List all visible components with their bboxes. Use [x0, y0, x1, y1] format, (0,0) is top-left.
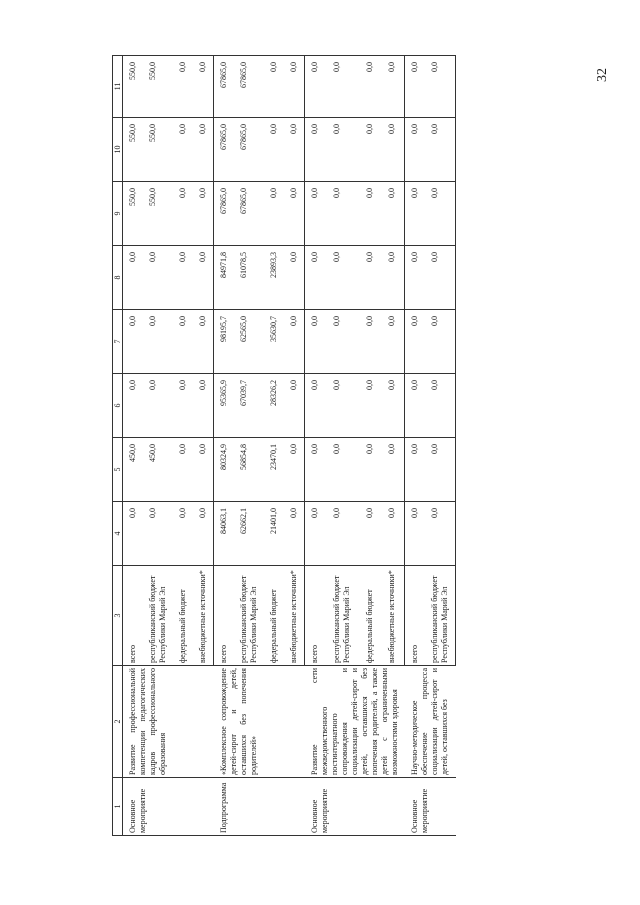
funding-source-cell: республиканский бюджет Республики Марий Эл — [143, 566, 173, 666]
amount-cell: 0,0 — [123, 310, 144, 374]
funding-source-cell: всего — [214, 566, 235, 666]
amount-cell: 0,0 — [360, 438, 382, 502]
amount-cell: 0,0 — [173, 374, 193, 438]
amount-cell: 0,0 — [360, 118, 382, 182]
amount-cell: 0,0 — [284, 182, 305, 246]
page-number: 32 — [595, 68, 610, 82]
amount-cell: 0,0 — [327, 182, 360, 246]
amount-cell: 0,0 — [405, 182, 426, 246]
amount-cell: 67865,0 — [234, 182, 264, 246]
activity-name-cell: Развитие профессиональной компетенции педагогических кадров профессионального образования — [123, 666, 214, 778]
amount-cell: 61078,5 — [234, 246, 264, 310]
amount-cell: 450,0 — [123, 438, 144, 502]
amount-cell: 0,0 — [284, 502, 305, 566]
amount-cell: 84063,1 — [214, 502, 235, 566]
funding-source-cell: республиканский бюджет Республики Марий Эл — [425, 566, 456, 666]
funding-source-cell: федеральный бюджет — [264, 566, 284, 666]
amount-cell: 84971,8 — [214, 246, 235, 310]
amount-cell: 0,0 — [405, 438, 426, 502]
col-header: 3 — [113, 566, 123, 666]
table-row — [214, 56, 235, 836]
funding-source-cell: республиканский бюджет Республики Марий Эл — [327, 566, 360, 666]
amount-cell: 67865,0 — [214, 182, 235, 246]
funding-source-cell: внебюджетные источники* — [193, 566, 214, 666]
funding-source-cell: всего — [123, 566, 144, 666]
amount-cell: 0,0 — [143, 374, 173, 438]
amount-cell: 0,0 — [193, 56, 214, 118]
amount-cell: 0,0 — [425, 56, 456, 118]
funding-source-cell: внебюджетные источники* — [382, 566, 405, 666]
activity-name-cell: Научно-методическое обеспечение процесса социализации детей-сирот и детей, оставшихся без — [405, 666, 456, 778]
funding-source-cell: всего — [405, 566, 426, 666]
col-header: 5 — [113, 438, 123, 502]
activity-type-cell: Подпрограмма — [214, 778, 305, 836]
amount-cell: 0,0 — [193, 374, 214, 438]
col-header: 7 — [113, 310, 123, 374]
amount-cell: 0,0 — [360, 246, 382, 310]
amount-cell: 67865,0 — [214, 118, 235, 182]
funding-source-cell: республиканский бюджет Республики Марий Эл — [234, 566, 264, 666]
amount-cell: 0,0 — [123, 374, 144, 438]
amount-cell: 0,0 — [193, 438, 214, 502]
amount-cell: 0,0 — [193, 310, 214, 374]
amount-cell: 0,0 — [327, 502, 360, 566]
col-header: 2 — [113, 666, 123, 778]
amount-cell: 0,0 — [193, 502, 214, 566]
amount-cell: 0,0 — [382, 438, 405, 502]
amount-cell: 0,0 — [173, 56, 193, 118]
amount-cell: 0,0 — [173, 182, 193, 246]
amount-cell: 23470,1 — [264, 438, 284, 502]
col-header: 1 — [113, 778, 123, 836]
amount-cell: 0,0 — [405, 118, 426, 182]
amount-cell: 0,0 — [382, 56, 405, 118]
activity-type-cell: Основное мероприятие — [305, 778, 405, 836]
amount-cell: 0,0 — [284, 246, 305, 310]
amount-cell: 0,0 — [360, 182, 382, 246]
col-header: 11 — [113, 56, 123, 118]
amount-cell: 0,0 — [425, 310, 456, 374]
amount-cell: 0,0 — [143, 246, 173, 310]
amount-cell: 0,0 — [327, 118, 360, 182]
amount-cell: 0,0 — [405, 56, 426, 118]
table-row — [405, 56, 426, 836]
col-header: 8 — [113, 246, 123, 310]
amount-cell: 35630,7 — [264, 310, 284, 374]
amount-cell: 0,0 — [425, 438, 456, 502]
amount-cell: 0,0 — [360, 310, 382, 374]
amount-cell: 0,0 — [305, 438, 328, 502]
col-header: 4 — [113, 502, 123, 566]
amount-cell: 550,0 — [143, 56, 173, 118]
amount-cell: 0,0 — [382, 118, 405, 182]
amount-cell: 0,0 — [284, 438, 305, 502]
budget-table — [112, 55, 456, 836]
amount-cell: 0,0 — [305, 182, 328, 246]
amount-cell: 0,0 — [405, 374, 426, 438]
amount-cell: 67039,7 — [234, 374, 264, 438]
amount-cell: 0,0 — [173, 502, 193, 566]
col-header: 6 — [113, 374, 123, 438]
amount-cell: 0,0 — [305, 246, 328, 310]
amount-cell: 28326,2 — [264, 374, 284, 438]
amount-cell: 0,0 — [382, 246, 405, 310]
amount-cell: 0,0 — [143, 310, 173, 374]
amount-cell: 0,0 — [327, 374, 360, 438]
amount-cell: 0,0 — [327, 56, 360, 118]
amount-cell: 0,0 — [425, 374, 456, 438]
amount-cell: 0,0 — [264, 56, 284, 118]
amount-cell: 0,0 — [382, 310, 405, 374]
amount-cell: 62565,0 — [234, 310, 264, 374]
amount-cell: 0,0 — [425, 502, 456, 566]
amount-cell: 0,0 — [425, 118, 456, 182]
amount-cell: 550,0 — [123, 56, 144, 118]
amount-cell: 0,0 — [425, 182, 456, 246]
amount-cell: 0,0 — [327, 438, 360, 502]
amount-cell: 0,0 — [382, 182, 405, 246]
amount-cell: 0,0 — [264, 182, 284, 246]
amount-cell: 0,0 — [305, 118, 328, 182]
amount-cell: 550,0 — [143, 182, 173, 246]
amount-cell: 67865,0 — [234, 56, 264, 118]
amount-cell: 95365,9 — [214, 374, 235, 438]
amount-cell: 0,0 — [173, 246, 193, 310]
amount-cell: 0,0 — [173, 438, 193, 502]
amount-cell: 0,0 — [284, 374, 305, 438]
amount-cell: 80324,9 — [214, 438, 235, 502]
amount-cell: 67865,0 — [234, 118, 264, 182]
activity-type-cell: Основное мероприятие — [405, 778, 456, 836]
amount-cell: 0,0 — [193, 246, 214, 310]
amount-cell: 0,0 — [305, 310, 328, 374]
amount-cell: 0,0 — [305, 374, 328, 438]
amount-cell: 0,0 — [173, 118, 193, 182]
funding-source-cell: внебюджетные источники* — [284, 566, 305, 666]
rotated-page-content — [112, 56, 567, 836]
amount-cell: 0,0 — [425, 246, 456, 310]
amount-cell: 0,0 — [382, 374, 405, 438]
amount-cell: 0,0 — [284, 310, 305, 374]
amount-cell: 0,0 — [193, 182, 214, 246]
amount-cell: 62662,1 — [234, 502, 264, 566]
col-header: 9 — [113, 182, 123, 246]
amount-cell: 0,0 — [123, 502, 144, 566]
col-header: 10 — [113, 118, 123, 182]
amount-cell: 0,0 — [405, 310, 426, 374]
amount-cell: 98195,7 — [214, 310, 235, 374]
amount-cell: 0,0 — [382, 502, 405, 566]
amount-cell: 450,0 — [143, 438, 173, 502]
header-row — [113, 56, 123, 836]
amount-cell: 0,0 — [360, 374, 382, 438]
amount-cell: 0,0 — [327, 310, 360, 374]
amount-cell: 0,0 — [123, 246, 144, 310]
amount-cell: 0,0 — [405, 246, 426, 310]
amount-cell: 0,0 — [284, 118, 305, 182]
table-body — [123, 56, 456, 836]
amount-cell: 0,0 — [193, 118, 214, 182]
amount-cell: 0,0 — [284, 56, 305, 118]
amount-cell: 550,0 — [143, 118, 173, 182]
activity-name-cell: «Комплексное сопровождение детей-сирот и детей, оставшихся без попечения родителей» — [214, 666, 305, 778]
amount-cell: 0,0 — [264, 118, 284, 182]
table-row — [305, 56, 328, 836]
amount-cell: 0,0 — [143, 502, 173, 566]
amount-cell: 0,0 — [405, 502, 426, 566]
amount-cell: 21401,0 — [264, 502, 284, 566]
amount-cell: 0,0 — [360, 56, 382, 118]
amount-cell: 550,0 — [123, 118, 144, 182]
funding-source-cell: всего — [305, 566, 328, 666]
amount-cell: 550,0 — [123, 182, 144, 246]
amount-cell: 67865,0 — [214, 56, 235, 118]
amount-cell: 56854,8 — [234, 438, 264, 502]
activity-name-cell: Развитие сети межведомственного постинтернатного сопровождения и социализации детей-сирот и детей, оставшихся без попечения родителей, а также детей с ограниченными возможностями здоровья — [305, 666, 405, 778]
funding-source-cell: федеральный бюджет — [173, 566, 193, 666]
amount-cell: 0,0 — [305, 56, 328, 118]
amount-cell: 0,0 — [305, 502, 328, 566]
amount-cell: 23893,3 — [264, 246, 284, 310]
amount-cell: 0,0 — [173, 310, 193, 374]
amount-cell: 0,0 — [360, 502, 382, 566]
table-row — [123, 56, 144, 836]
funding-source-cell: федеральный бюджет — [360, 566, 382, 666]
amount-cell: 0,0 — [327, 246, 360, 310]
activity-type-cell: Основное мероприятие — [123, 778, 214, 836]
